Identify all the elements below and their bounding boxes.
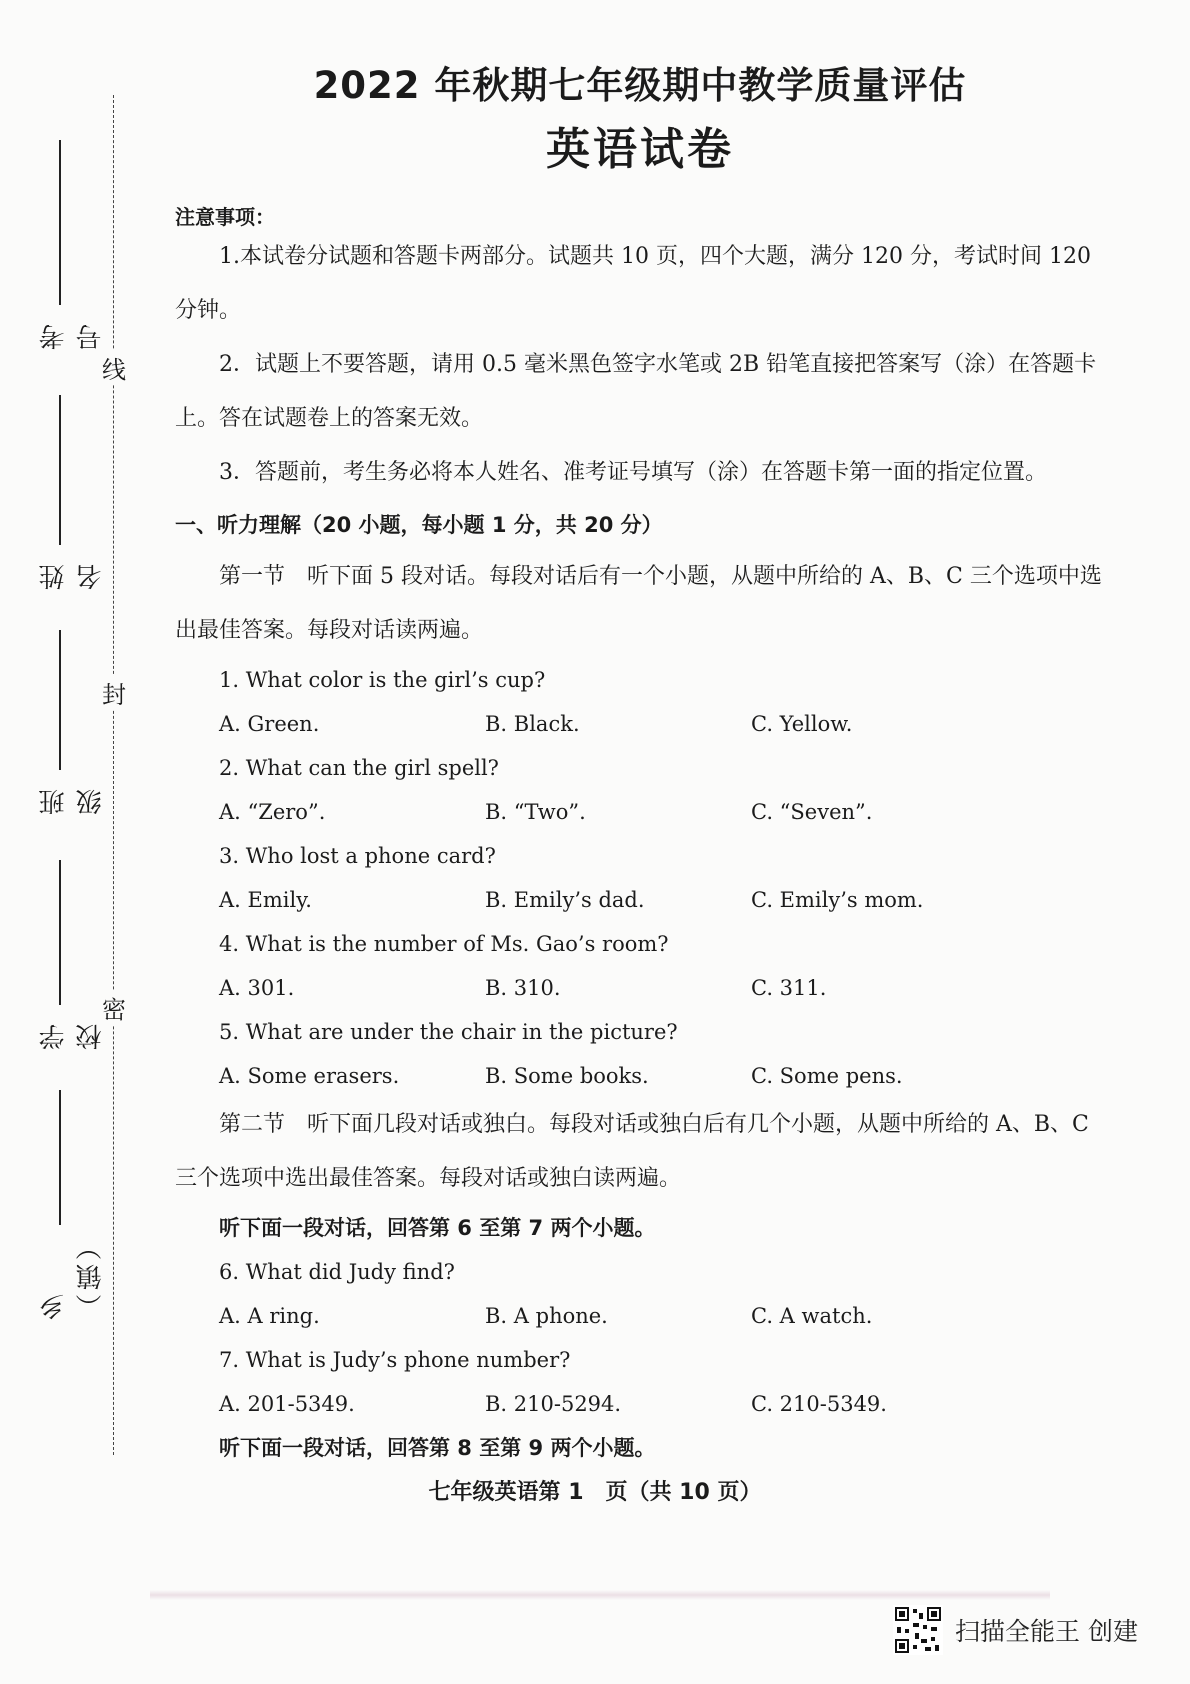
option-c: C. Some pens. bbox=[751, 1064, 903, 1088]
notice-heading: 注意事项： bbox=[175, 205, 275, 229]
question-6-options bbox=[175, 1294, 1105, 1338]
option-b: B. 210-5294. bbox=[485, 1392, 622, 1416]
scan-shadow bbox=[150, 1590, 1050, 1600]
question-1-options bbox=[175, 702, 1105, 746]
class-label: 班级 bbox=[39, 785, 106, 815]
option-a: A. “Zero”. bbox=[219, 800, 326, 824]
option-c: C. “Seven”. bbox=[751, 800, 873, 824]
option-b: B. “Two”. bbox=[485, 800, 586, 824]
option-a: A. Emily. bbox=[219, 888, 312, 912]
question-5-options bbox=[175, 1054, 1105, 1098]
page-footer bbox=[0, 1475, 1190, 1506]
dialog-2-instruction: 听下面一段对话，回答第 8 至第 9 两个小题。 bbox=[219, 1436, 656, 1460]
dialog-1-instruction: 听下面一段对话，回答第 6 至第 7 两个小题。 bbox=[219, 1216, 656, 1240]
option-b: B. Some books. bbox=[485, 1064, 649, 1088]
question-5: 5. What are under the chair in the picture? bbox=[219, 1020, 678, 1044]
option-a: A. A ring. bbox=[219, 1304, 320, 1328]
town-label: 乡（镇） bbox=[39, 1230, 106, 1320]
option-b: B. Black. bbox=[485, 712, 580, 736]
option-b: B. 310. bbox=[485, 976, 561, 1000]
watermark-text: 扫描全能王 创建 bbox=[955, 1617, 1138, 1646]
binding-margin bbox=[0, 0, 140, 1684]
question-2: 2. What can the girl spell? bbox=[219, 756, 499, 780]
notice-item-3: 3．答题前，考生务必将本人姓名、准考证号填写（涂）在答题卡第一面的指定位置。 bbox=[219, 460, 1047, 485]
section1-intro: 第一节 听下面 5 段对话。每段对话后有一个小题，从题中所给的 A、B、C 三个选项中选出最佳答案。每段对话读两遍。 bbox=[175, 564, 1102, 643]
exam-number-label: 考号 bbox=[39, 320, 106, 350]
page-label: 七年级英语第 1 bbox=[428, 1480, 584, 1505]
option-b: B. Emily’s dad. bbox=[485, 888, 645, 912]
seal-word-line: 线 bbox=[100, 350, 128, 385]
scanner-watermark bbox=[893, 1603, 1138, 1657]
option-c: C. Emily’s mom. bbox=[751, 888, 924, 912]
seal-word-seal: 封 bbox=[100, 675, 128, 710]
exam-title: 2022 年秋期七年级期中教学质量评估 bbox=[313, 64, 967, 107]
option-a: A. 201-5349. bbox=[219, 1392, 355, 1416]
option-b: B. A phone. bbox=[485, 1304, 608, 1328]
school-label: 学校 bbox=[39, 1020, 106, 1050]
question-1: 1. What color is the girl’s cup? bbox=[219, 668, 546, 692]
option-c: C. 210-5349. bbox=[751, 1392, 887, 1416]
section2-intro: 第二节 听下面几段对话或独白。每段对话或独白后有几个小题，从题中所给的 A、B、C 三个选项中选出最佳答案。每段对话或独白读两遍。 bbox=[175, 1112, 1089, 1191]
option-c: C. Yellow. bbox=[751, 712, 853, 736]
question-6: 6. What did Judy find? bbox=[219, 1260, 455, 1284]
question-4: 4. What is the number of Ms. Gao’s room? bbox=[219, 932, 669, 956]
option-a: A. Green. bbox=[219, 712, 320, 736]
option-c: C. 311. bbox=[751, 976, 827, 1000]
seal-word-secret: 密 bbox=[100, 990, 128, 1025]
fill-in-lines bbox=[0, 0, 140, 1684]
name-label: 姓名 bbox=[39, 560, 106, 590]
question-7-options bbox=[175, 1382, 1105, 1426]
exam-content bbox=[175, 55, 1105, 1470]
option-c: C. A watch. bbox=[751, 1304, 873, 1328]
notice-item-1: 1.本试卷分试题和答题卡两部分。试题共 10 页，四个大题，满分 120 分，考试时间 120 分钟。 bbox=[175, 244, 1091, 323]
option-a: A. 301. bbox=[219, 976, 295, 1000]
question-2-options bbox=[175, 790, 1105, 834]
page-count: 页（共 10 页） bbox=[605, 1480, 762, 1505]
qr-code-icon bbox=[893, 1605, 943, 1655]
option-a: A. Some erasers. bbox=[219, 1064, 400, 1088]
question-3: 3. Who lost a phone card? bbox=[219, 844, 496, 868]
notice-item-2: 2．试题上不要答题，请用 0.5 毫米黑色签字水笔或 2B 铅笔直接把答案写（涂）在答题卡上。答在试题卷上的答案无效。 bbox=[175, 352, 1097, 431]
exam-subtitle: 英语试卷 bbox=[546, 124, 734, 175]
part1-heading: 一、听力理解（20 小题，每小题 1 分，共 20 分） bbox=[175, 513, 663, 537]
question-4-options bbox=[175, 966, 1105, 1010]
question-7: 7. What is Judy’s phone number? bbox=[219, 1348, 571, 1372]
question-3-options bbox=[175, 878, 1105, 922]
